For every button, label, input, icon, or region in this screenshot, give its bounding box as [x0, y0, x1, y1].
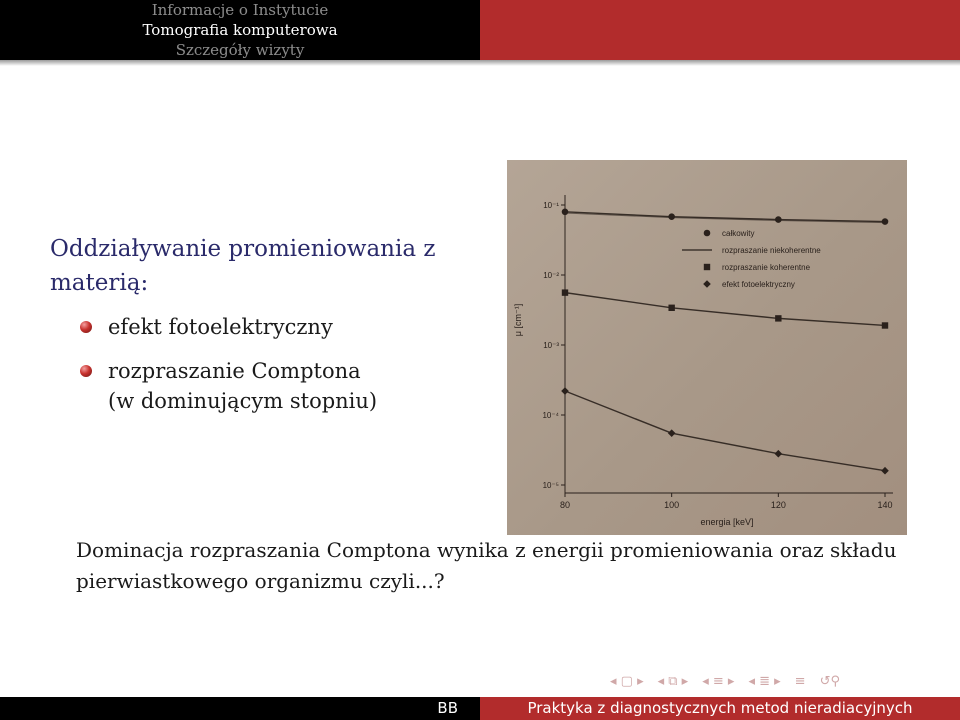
data-point-diamond — [881, 467, 889, 475]
nav-subsection-icon[interactable]: ◂ ⧉ ▸ — [657, 673, 689, 689]
bullet-ball-icon — [80, 321, 92, 333]
series-line-3 — [565, 391, 885, 471]
nav-section-icon[interactable]: ◂ ≡ ▸ — [702, 673, 735, 689]
y-tick-label: 10⁻⁴ — [542, 411, 559, 420]
conclusion-line-1: Dominacja rozpraszania Comptona wynika z energii promieniowania oraz składu — [76, 538, 897, 562]
data-point-square — [882, 322, 888, 328]
conclusion-text — [76, 535, 936, 597]
nav-item-informacje[interactable]: Informacje o Instytucie — [151, 1, 329, 19]
header-bar — [0, 0, 960, 60]
x-tick-label: 100 — [664, 500, 680, 510]
section-nav — [0, 0, 480, 60]
search-icon[interactable]: ↺⚲ — [819, 673, 840, 689]
bullet-text: rozpraszanie Comptona — [108, 359, 361, 383]
series-line-0 — [565, 212, 885, 222]
heading-line-1: Oddziaływanie promieniowania z — [50, 236, 436, 262]
data-point-square — [562, 289, 568, 295]
x-axis-label: energia [keV] — [700, 517, 754, 527]
data-point-square — [775, 315, 781, 321]
data-point-diamond — [668, 429, 676, 437]
footer-author: BB — [0, 697, 480, 720]
y-tick-label: 10⁻³ — [543, 341, 559, 350]
nav-frame-prev-icon[interactable]: ◂ ▢ ▸ — [610, 673, 644, 689]
y-tick-label: 10⁻² — [543, 271, 559, 280]
data-point-diamond — [561, 387, 569, 395]
legend-label: całkowity — [722, 229, 755, 238]
nav-align-icon[interactable]: ≡ — [794, 673, 806, 689]
bullet-item-compton — [80, 356, 500, 416]
x-tick-label: 120 — [770, 500, 786, 510]
legend-label: efekt fotoelektryczny — [722, 280, 795, 289]
nav-item-tomografia[interactable]: Tomografia komputerowa — [142, 21, 338, 39]
legend-symbol-circle — [704, 230, 711, 237]
data-point-circle — [562, 208, 569, 215]
header-shadow — [0, 60, 960, 66]
bullet-text: efekt fotoelektryczny — [108, 315, 333, 339]
bullet-item-photoelectric — [80, 312, 500, 342]
bullet-ball-icon — [80, 365, 92, 377]
conclusion-line-2: pierwiastkowego organizmu czyli...? — [76, 569, 445, 593]
data-point-diamond — [775, 450, 783, 458]
bullet-text-continued: (w dominującym stopniu) — [108, 389, 378, 413]
nav-doc-icon[interactable]: ◂ ≣ ▸ — [748, 673, 781, 689]
y-axis-label: μ [cm⁻¹] — [513, 303, 523, 337]
legend-label: rozpraszanie koherentne — [722, 263, 811, 272]
slide-heading — [50, 232, 470, 300]
attenuation-chart-photo — [507, 160, 907, 535]
data-point-circle — [882, 218, 889, 225]
y-tick-label: 10⁻¹ — [543, 201, 559, 210]
footer-bar — [0, 697, 960, 720]
bullet-list — [80, 312, 500, 430]
data-point-circle — [775, 216, 782, 223]
header-right-panel — [480, 0, 960, 60]
beamer-navigation — [610, 672, 956, 690]
data-point-square — [668, 305, 674, 311]
legend-symbol-square — [704, 264, 710, 270]
heading-line-2: materią: — [50, 270, 149, 296]
footer-title: Praktyka z diagnostycznych metod nieradiacyjnych — [480, 697, 960, 720]
x-tick-label: 80 — [559, 500, 571, 510]
legend-symbol-diamond — [703, 280, 711, 288]
series-line-2 — [565, 293, 885, 326]
data-point-circle — [668, 213, 675, 220]
legend-label: rozpraszanie niekoherentne — [722, 246, 821, 255]
x-tick-label: 140 — [877, 500, 893, 510]
attenuation-chart — [507, 160, 907, 535]
nav-item-szczegoly[interactable]: Szczegóły wizyty — [175, 41, 305, 59]
y-tick-label: 10⁻⁵ — [542, 481, 559, 490]
